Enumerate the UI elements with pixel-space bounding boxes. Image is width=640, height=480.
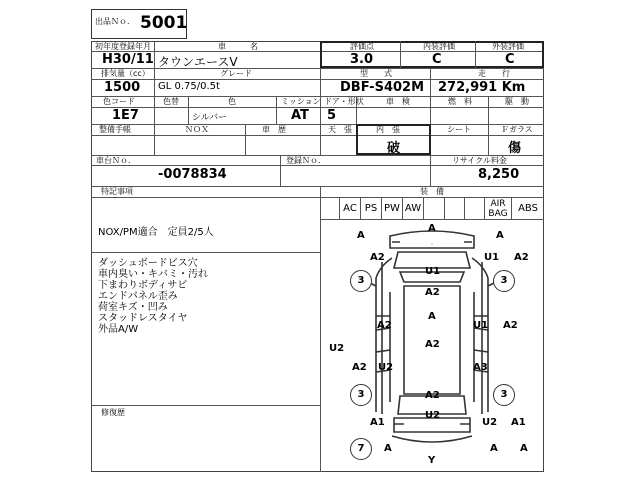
vline xyxy=(276,96,277,124)
vline xyxy=(154,124,155,155)
m-a2-r2: A2 xyxy=(503,320,518,331)
m-y: Y xyxy=(428,455,436,466)
grade-value: GL 0.75/0.5t xyxy=(158,81,220,92)
colorcode-label: 色コード xyxy=(103,97,135,106)
m-u1-c: U1 xyxy=(425,266,441,277)
equip-ps: PS xyxy=(361,198,382,220)
vline xyxy=(430,155,431,186)
equip-blank xyxy=(320,198,340,220)
notes-list xyxy=(98,258,208,335)
vline xyxy=(400,41,401,68)
recycle-value: 8,250 xyxy=(478,167,520,182)
vline xyxy=(430,68,431,96)
note-item: 荷室キズ・凹み xyxy=(98,302,168,313)
hline xyxy=(91,252,320,253)
hline xyxy=(91,405,320,406)
equip-aw: AW xyxy=(403,198,424,220)
uchibari-label: 内 張 xyxy=(376,125,400,134)
exterior-value: C xyxy=(505,52,515,67)
note-item: スタッドレスタイヤ xyxy=(98,313,188,324)
vline xyxy=(430,96,431,124)
equip-pw: PW xyxy=(382,198,403,220)
reg-label: 登録Ｎｏ． xyxy=(286,156,326,165)
vline xyxy=(475,41,476,68)
displacement-label: 排気量（cc） xyxy=(101,69,150,78)
hline xyxy=(91,107,544,108)
m-a2-l3: A2 xyxy=(352,362,367,373)
history-label: 車 歴 xyxy=(262,125,286,134)
m-a3-r: A3 xyxy=(473,362,488,373)
doors-label: ドア・形状 xyxy=(324,97,364,106)
name-value: タウンエースV xyxy=(158,55,238,69)
m-a-b2: A xyxy=(490,443,498,454)
m-a2-l2: A2 xyxy=(377,320,392,331)
year-label: 初年度登録年月 xyxy=(95,42,151,51)
m-u2-r3: U2 xyxy=(482,417,498,428)
manual-label: 整備手帳 xyxy=(99,125,131,134)
glass-value: 傷 xyxy=(508,141,522,156)
nox-label: ＮＯＸ xyxy=(185,125,209,134)
displacement-value: 1500 xyxy=(104,80,141,95)
doors-value: 5 xyxy=(327,108,337,123)
vline xyxy=(488,124,489,155)
colorchange-label: 色替 xyxy=(163,97,179,106)
chassis-value: -0078834 xyxy=(158,167,227,182)
m-a-b1: A xyxy=(384,443,392,454)
drive-label: 駆 動 xyxy=(505,97,529,106)
m-c3-l1: 3 xyxy=(350,270,372,292)
m-a-b3: A xyxy=(520,443,528,454)
vline xyxy=(280,155,281,186)
equip-blank xyxy=(424,198,445,220)
hline xyxy=(91,135,544,136)
vline xyxy=(320,68,321,96)
m-a-tl: A xyxy=(357,230,365,241)
mission-value: AT xyxy=(291,108,309,123)
roof-label: 天 張 xyxy=(328,125,352,134)
m-u1-r2: U1 xyxy=(473,320,489,331)
equipment-row xyxy=(320,198,544,220)
model-value: DBF-S402M xyxy=(340,80,425,95)
vline xyxy=(154,41,155,68)
glass-label: Ｆガラス xyxy=(501,125,533,134)
hline xyxy=(91,186,544,187)
hline xyxy=(91,124,544,125)
lot-label: 出品Ｎｏ． xyxy=(95,17,135,26)
equip-label: 装 備 xyxy=(420,187,444,196)
m-a2-l1: A2 xyxy=(370,252,385,263)
equip-abs: ABS xyxy=(518,203,538,214)
recycle-label: リサイクル料金 xyxy=(452,156,507,165)
m-a2-c2: A2 xyxy=(425,339,440,350)
notes-label: 特記事項 xyxy=(101,187,133,196)
m-a2-r1: A2 xyxy=(514,252,529,263)
mileage-value: 272,991 Km xyxy=(438,80,526,95)
exterior-label: 外装評価 xyxy=(492,42,524,51)
color-label: 色 xyxy=(228,97,236,106)
score-label: 評価点 xyxy=(350,42,374,51)
vline xyxy=(154,96,155,124)
equip-blank xyxy=(465,198,485,220)
vline xyxy=(245,124,246,155)
year-value: H30/11 xyxy=(102,52,154,67)
m-a-top: A xyxy=(428,223,436,234)
model-label: 型 式 xyxy=(360,69,392,78)
note-item: エンドパネル歪み xyxy=(98,291,178,302)
lot-number: 5001 xyxy=(140,13,188,33)
m-u1-r1: U1 xyxy=(484,252,500,263)
m-c3-r1: 3 xyxy=(493,270,515,292)
equip-ac: AC xyxy=(340,198,361,220)
seat-label: シート xyxy=(447,125,471,134)
note-item: 車内臭い・キバミ・汚れ xyxy=(98,269,208,280)
note-item: 外品A/W xyxy=(98,324,139,335)
note-item: ダッシュボードビス穴 xyxy=(98,258,198,269)
score-value: 3.0 xyxy=(350,52,374,67)
interior-value: C xyxy=(432,52,442,67)
m-c3-r2: 3 xyxy=(493,384,515,406)
equip-airbag: AIR BAG xyxy=(485,198,512,220)
m-u2-c2: U2 xyxy=(378,362,394,373)
m-c7: 7 xyxy=(350,438,372,460)
m-u2-c3: U2 xyxy=(425,410,441,421)
inspection-label: 車 検 xyxy=(386,97,410,106)
m-c3-l2: 3 xyxy=(350,384,372,406)
color-value: シルバー xyxy=(192,113,228,123)
interior-label: 内装評価 xyxy=(423,42,455,51)
colorcode-value: 1E7 xyxy=(112,108,139,123)
mission-label: ミッション xyxy=(281,97,321,106)
name-label: 車 名 xyxy=(218,42,258,51)
vline xyxy=(154,68,155,96)
m-a-tr: A xyxy=(496,230,504,241)
m-a1-l: A1 xyxy=(370,417,385,428)
fuel-label: 燃 料 xyxy=(448,97,472,106)
m-a1-r: A1 xyxy=(511,417,526,428)
equip-blank xyxy=(445,198,465,220)
m-u2-l: U2 xyxy=(329,343,345,354)
vline xyxy=(320,124,321,155)
m-a-c2: A xyxy=(428,311,436,322)
grade-label: グレード xyxy=(220,69,252,78)
mileage-label: 走 行 xyxy=(478,69,510,78)
vline xyxy=(488,96,489,124)
notes-main: NOX/PM適合 定員2/5人 xyxy=(98,227,214,238)
chassis-label: 車台Ｎｏ． xyxy=(96,156,136,165)
m-a2-c3: A2 xyxy=(425,390,440,401)
vline xyxy=(188,96,189,124)
uchibari-value: 破 xyxy=(387,141,401,156)
m-a2-c1: A2 xyxy=(425,287,440,298)
repair-label: 修復歴 xyxy=(101,408,125,417)
note-item: 下まわりボディサビ xyxy=(98,280,188,291)
